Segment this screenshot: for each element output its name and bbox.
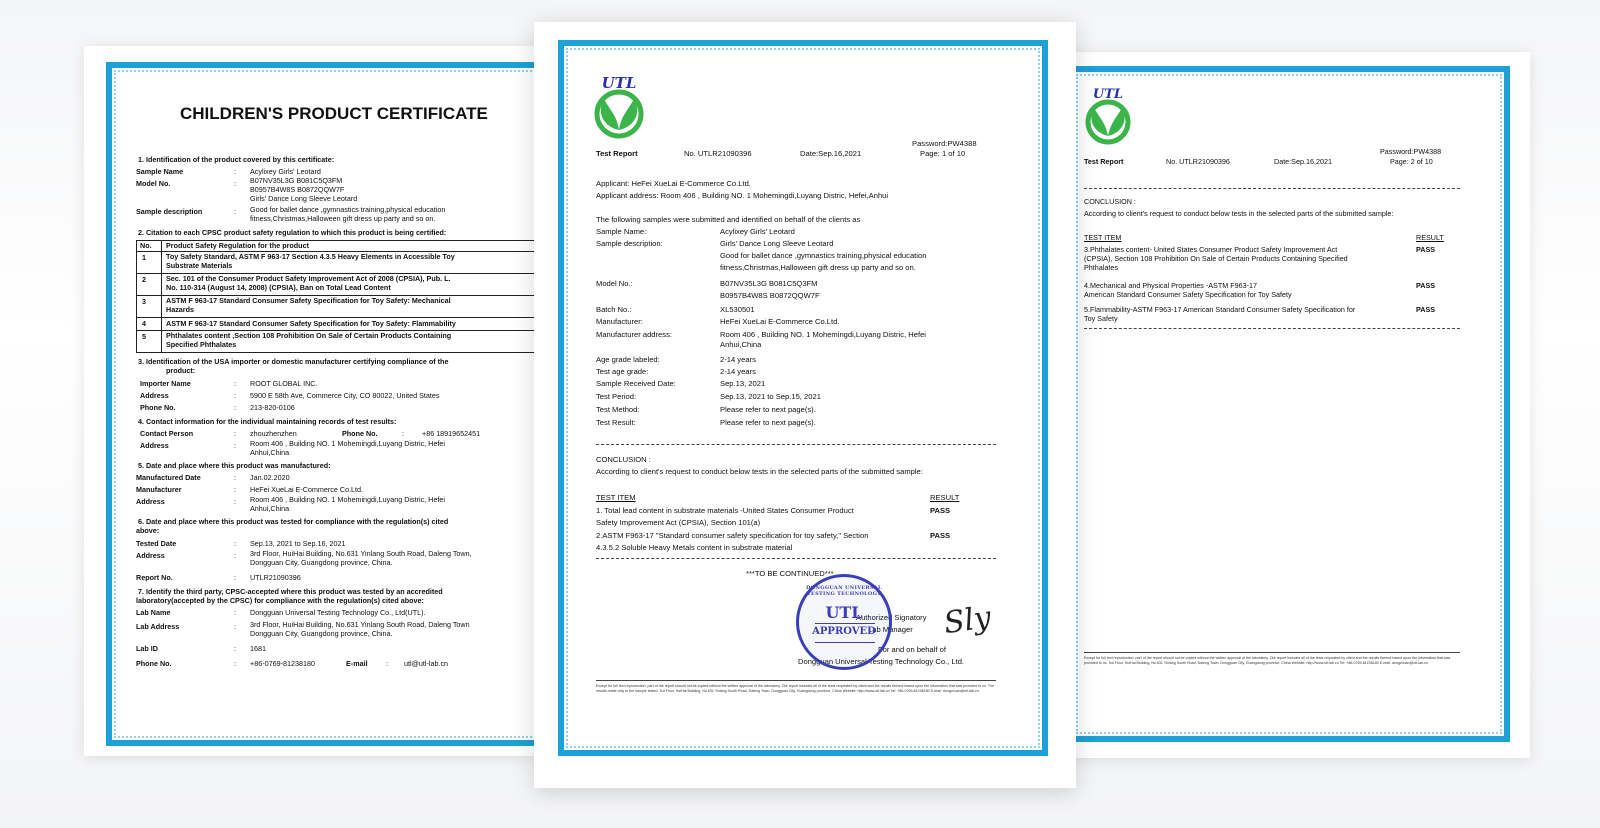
table-head-reg: Product Safety Regulation for the product <box>166 241 309 250</box>
test-result: PASS <box>1416 281 1436 290</box>
field-value: Good for ballet dance ,gymnastics training,physical education <box>720 251 927 260</box>
field-label: Sample Received Date: <box>596 379 676 388</box>
table-cell-reg: ASTM F 963-17 Standard Consumer Safety Specification for Toy Safety: Flammability <box>166 319 456 328</box>
field-value: Please refer to next page(s). <box>720 418 816 427</box>
table-cell-reg: No. 110-314 (August 14, 2008) (CPSIA), Ban on Total Lead Content <box>166 283 391 292</box>
report-title: Test Report <box>596 149 638 158</box>
field-value: 2-14 years <box>720 367 756 376</box>
section-1-heading: 1. Identification of the product covered by this certificate: <box>138 155 335 164</box>
divider <box>1084 328 1460 329</box>
colon: : <box>234 551 236 560</box>
certificate-sheet <box>84 46 536 756</box>
approved-stamp-icon <box>796 574 892 670</box>
label: Address <box>136 551 165 560</box>
test-item-header: TEST ITEM <box>596 493 636 502</box>
field-value: Sep.13, 2021 <box>720 379 766 388</box>
table-cell-no: 4 <box>142 319 146 328</box>
password: Password:PW4388 <box>1380 147 1442 156</box>
value: ROOT GLOBAL INC. <box>250 379 318 388</box>
conclusion-title: CONCLUSION : <box>596 455 651 464</box>
value: 5900 E 58th Ave, Commerce City, CO 80022, United States <box>250 391 440 400</box>
table-cell-reg: ASTM F 963-17 Standard Consumer Safety Specification for Toy Safety: Mechanical <box>166 296 451 305</box>
value: UTLR21090396 <box>250 573 301 582</box>
field-value: B0957B4W8S B0872QQW7F <box>720 291 820 300</box>
conclusion-text: According to client's request to conduct below tests in the selected parts of the submitted sample: <box>596 467 923 476</box>
stamp-top-text: UTL <box>825 603 863 622</box>
value: Acylixey Girls' Leotard <box>250 167 321 176</box>
test-report-page-1 <box>534 22 1076 788</box>
field-label: Test Result: <box>596 418 636 427</box>
label: Sample description <box>136 207 203 216</box>
report-number: No. UTLR21090396 <box>684 149 752 158</box>
field-value: Acylixey Girls' Leotard <box>720 227 795 236</box>
report-number: No. UTLR21090396 <box>1166 157 1230 166</box>
field-label: Test Period: <box>596 392 637 401</box>
table-cell-no: 1 <box>142 253 146 262</box>
section-7-heading-cont: laboratory(accepted by the CPSC) for compliance with the regulation(s) cited above: <box>136 596 424 605</box>
table-cell-reg: Sec. 101 of the Consumer Product Safety Improvement Act of 2008 (CPSIA), Pub. L. <box>166 274 451 283</box>
field-label: Model No.: <box>596 279 633 288</box>
table-cell-reg: Substrate Materials <box>166 261 233 270</box>
divider <box>596 680 996 681</box>
applicant: Applicant: HeFei XueLai E-Commerce Co.Ltd. <box>596 179 751 188</box>
value: Dongguan Universal Testing Technology Co., Ltd(UTL). <box>250 608 426 617</box>
logo-text: UTL <box>601 74 637 92</box>
value: Girls' Dance Long Sleeve Leotard <box>250 194 358 203</box>
applicant-address: Applicant address: Room 406 , Building NO. 1 Mohemingdi,Luyang Distric, Hefei,Anhui <box>596 191 889 200</box>
label: Report No. <box>136 573 173 582</box>
colon: : <box>402 429 404 438</box>
report-title: Test Report <box>1084 157 1124 166</box>
intro-text: The following samples were submitted and identified on behalf of the clients as <box>596 215 861 224</box>
table-cell-reg: Hazards <box>166 305 194 314</box>
page-number: Page: 1 of 10 <box>920 149 966 158</box>
test-item: 1. Total lead content in substrate materials -United States Consumer Product <box>596 506 854 515</box>
table-row <box>136 317 162 331</box>
label: Contact Person <box>140 429 194 438</box>
table-cell-no: 5 <box>142 332 146 341</box>
table-row <box>136 295 162 318</box>
test-item: 5.Flammability-ASTM F963-17 American Standard Consumer Safety Specification for <box>1084 305 1356 314</box>
value: 1681 <box>250 644 266 653</box>
label: Lab ID <box>136 644 158 653</box>
section-6-heading: 6. Date and place where this product was tested for compliance with the regulation(s) cited <box>138 517 449 526</box>
field-label: Age grade labeled: <box>596 355 660 364</box>
value: utl@utl-lab.cn <box>404 659 449 668</box>
colon: : <box>234 167 236 176</box>
colon: : <box>234 379 236 388</box>
value: B07NV35L3G B081C5Q3FM <box>250 176 343 185</box>
colon: : <box>234 403 236 412</box>
divider <box>596 558 996 559</box>
test-report-page-2 <box>1068 52 1530 758</box>
value: Anhui,China <box>250 504 290 513</box>
colon: : <box>234 622 236 631</box>
value: 213-820-0106 <box>250 403 295 412</box>
test-item: Phthalates <box>1084 263 1118 272</box>
field-value: HeFei XueLai E-Commerce Co.Ltd. <box>720 317 840 326</box>
label: Phone No. <box>136 659 172 668</box>
lab-manager: Lab Manager <box>868 625 913 634</box>
label: E-mail <box>346 659 368 668</box>
label: Phone No. <box>342 429 378 438</box>
test-item: 4.Mechanical and Physical Properties -ASTM F963-17 <box>1084 281 1257 290</box>
colon: : <box>234 429 236 438</box>
value: +86 18919652451 <box>422 429 481 438</box>
colon: : <box>234 644 236 653</box>
field-value: fitness,Christmas,Halloween gift dress up party and so on. <box>720 263 916 272</box>
test-item: Toy Safety <box>1084 314 1118 323</box>
colon: : <box>234 659 236 668</box>
stamp-ring-text: DONGGUAN UNIVERSAL TESTING TECHNOLOGY <box>806 585 882 597</box>
report-date: Date:Sep.16,2021 <box>1274 157 1332 166</box>
value: fitness,Christmas,Halloween gift dress up party and so on. <box>250 214 436 223</box>
result-header: RESULT <box>930 493 960 502</box>
label: Model No. <box>136 179 171 188</box>
behalf-line-2: Dongguan Universal Testing Technology Co., Ltd. <box>798 657 965 666</box>
test-result: PASS <box>930 506 951 515</box>
label: Tested Date <box>136 539 177 548</box>
signature: Sly <box>941 599 994 642</box>
value: 3rd Floor, HuiHai Building, No.631 Yinlang South Road, Daleng Town <box>250 620 470 629</box>
test-result: PASS <box>1416 245 1436 254</box>
field-label: Test age grade: <box>596 367 649 376</box>
test-item: (CPSIA), Section 108 Prohibition On Sale of Certain Products Containing Specified <box>1084 254 1348 263</box>
utl-logo-icon <box>1078 84 1138 146</box>
value: HeFei XueLai E-Commerce Co.Ltd. <box>250 485 364 494</box>
label: Address <box>140 441 169 450</box>
field-value: XL530501 <box>720 305 755 314</box>
colon: : <box>234 391 236 400</box>
field-value: 2-14 years <box>720 355 756 364</box>
utl-logo-icon <box>586 72 652 140</box>
table-row <box>136 330 162 353</box>
table-row <box>136 251 162 274</box>
logo-text: UTL <box>1092 87 1124 102</box>
label: Sample Name <box>136 167 184 176</box>
section-6-heading-cont: above: <box>136 526 160 535</box>
test-item: 2.ASTM F963-17 "Standard consumer safety specification for toy safety," Section <box>596 531 869 540</box>
colon: : <box>234 539 236 548</box>
colon: : <box>234 207 236 216</box>
page-number: Page: 2 of 10 <box>1390 157 1433 166</box>
test-item: Safety Improvement Act (CPSIA), Section 101(a) <box>596 518 761 527</box>
value: B0957B4W8S B0872QQW7F <box>250 185 345 194</box>
value: Dongguan City, Guangdong province, China. <box>250 558 393 567</box>
test-result: PASS <box>1416 305 1436 314</box>
stamp-bottom-text: APPROVED <box>812 626 876 637</box>
label: Address <box>136 497 165 506</box>
continued-note: ***TO BE CONTINUED*** <box>746 569 834 578</box>
colon: : <box>234 441 236 450</box>
field-label: Sample Name: <box>596 227 647 236</box>
value: Jan.02.2020 <box>250 473 290 482</box>
label: Manufacturer <box>136 485 182 494</box>
field-label: Test Method: <box>596 405 640 414</box>
colon: : <box>234 179 236 188</box>
label: Phone No. <box>140 403 176 412</box>
test-item: 4.3.5.2 Soluble Heavy Metals content in substrate material <box>596 543 793 552</box>
field-label: Sample description: <box>596 239 663 248</box>
report-date: Date:Sep.16,2021 <box>800 149 862 158</box>
divider <box>596 444 996 445</box>
label: Importer Name <box>140 379 191 388</box>
password: Password:PW4388 <box>912 139 977 148</box>
value: +86-0769-81238180 <box>250 659 315 668</box>
colon: : <box>234 485 236 494</box>
field-value: B07NV35L3G B081C5Q3FM <box>720 279 818 288</box>
value: Room 406 , Building NO. 1 Mohemingdi,Luyang Distric, Hefei <box>250 495 445 504</box>
field-value: Sep.13, 2021 to Sep.15, 2021 <box>720 392 821 401</box>
test-item: 3.Phthalates content- United States Consumer Product Safety Improvement Act <box>1084 245 1338 254</box>
result-header: RESULT <box>1416 233 1444 242</box>
behalf-line-1: For and on behalf of <box>878 645 946 654</box>
divider <box>1084 188 1460 189</box>
table-cell-reg: Toy Safety Standard, ASTM F 963-17 Section 4.3.5 Heavy Elements in Accessible Toy <box>166 252 455 261</box>
table-cell-reg: Specified Phthalates <box>166 340 237 349</box>
value: 3rd Floor, HuiHai Building, No.631 Yinlang South Road, Daleng Town, <box>250 549 472 558</box>
fine-print: Except for full text reproduction, part of the report should not be copied without the written approval of the laboratory. Our report includes all of the tests requested by client and the results thereof based upon the information that was provided to us. The results relate only to the sample tested. 3rd Floor, HuiHai Building, No.631 Yinlang South Road, Daleng Town, Dongguan City, Guangdong province, China Website: http://www.utl-lab.cn Tel: +86-0769-81238180 E-mail: dongchuan@utl-lab.cn <box>596 684 995 693</box>
test-item: American Standard Consumer Safety Specification for Toy Safety <box>1084 290 1292 299</box>
value: Good for ballet dance ,gymnastics training,physical education <box>250 205 446 214</box>
label: Manufactured Date <box>136 473 201 482</box>
test-result: PASS <box>930 531 951 540</box>
value: Anhui,China <box>250 448 290 457</box>
value: zhouzhenzhen <box>250 429 297 438</box>
authorized-signatory: Authorized Signatory <box>856 613 927 622</box>
field-value: Room 406 , Building NO. 1 Mohemingdi,Luyang Distric, Hefei <box>720 330 926 339</box>
field-value: Anhui,China <box>720 340 762 349</box>
colon: : <box>234 608 236 617</box>
certificate-title: CHILDREN'S PRODUCT CERTIFICATE <box>180 104 488 123</box>
section-5-heading: 5. Date and place where this product was manufactured: <box>138 461 331 470</box>
section-7-heading: 7. Identify the third party, CPSC-accepted where this product was tested by an accredited <box>138 587 443 596</box>
label: Address <box>140 391 169 400</box>
section-3-heading: 3. Identification of the USA importer or domestic manufacturer certifying compliance of the <box>138 357 449 366</box>
page-border <box>1068 66 1510 742</box>
table-cell-no: 2 <box>142 275 146 284</box>
divider <box>1084 652 1460 653</box>
conclusion-title: CONCLUSION : <box>1084 197 1136 206</box>
conclusion-text: According to client's request to conduct below tests in the selected parts of the submitted sample: <box>1084 209 1394 218</box>
fine-print: Except for full text reproduction, part of the report should not be copied without the written approval of the laboratory. Our report includes all of the tests requested by client and the results thereof based upon the information that was provided to us. 3rd Floor, HuiHai Building, No.631 Yinlang South Road, Daleng Town, Dongguan City, Guangdong province, China Website: http://www.utl-lab.cn Tel: +86-0769-81238180 E-mail: dongchuan@utl-lab.cn <box>1084 656 1451 665</box>
colon: : <box>234 573 236 582</box>
field-label: Batch No.: <box>596 305 632 314</box>
colon: : <box>234 473 236 482</box>
section-3-heading-cont: product: <box>166 366 196 375</box>
field-label: Manufacturer: <box>596 317 643 326</box>
test-item-header: TEST ITEM <box>1084 233 1122 242</box>
table-cell-reg: Phthalates content ,Section 108 Prohibition On Sale of Certain Products Containing <box>166 331 452 340</box>
label: Lab Address <box>136 622 180 631</box>
table-head-no: No. <box>140 241 152 250</box>
table-row <box>136 273 162 296</box>
value: Sep.13, 2021 to Sep.16, 2021 <box>250 539 346 548</box>
value: Room 406 , Building NO. 1 Mohemingdi,Luyang Distric, Hefei <box>250 439 445 448</box>
field-value: Please refer to next page(s). <box>720 405 816 414</box>
section-4-heading: 4. Contact information for the individual maintaining records of test results: <box>138 417 397 426</box>
field-value: Girls' Dance Long Sleeve Leotard <box>720 239 834 248</box>
section-2-heading: 2. Citation to each CPSC product safety regulation to which this product is being certified: <box>138 228 447 237</box>
field-label: Manufacturer address: <box>596 330 672 339</box>
label: Lab Name <box>136 608 171 617</box>
colon: : <box>234 497 236 506</box>
colon: : <box>386 659 388 668</box>
value: Dongguan City, Guangdong province, China. <box>250 629 393 638</box>
table-cell-no: 3 <box>142 297 146 306</box>
